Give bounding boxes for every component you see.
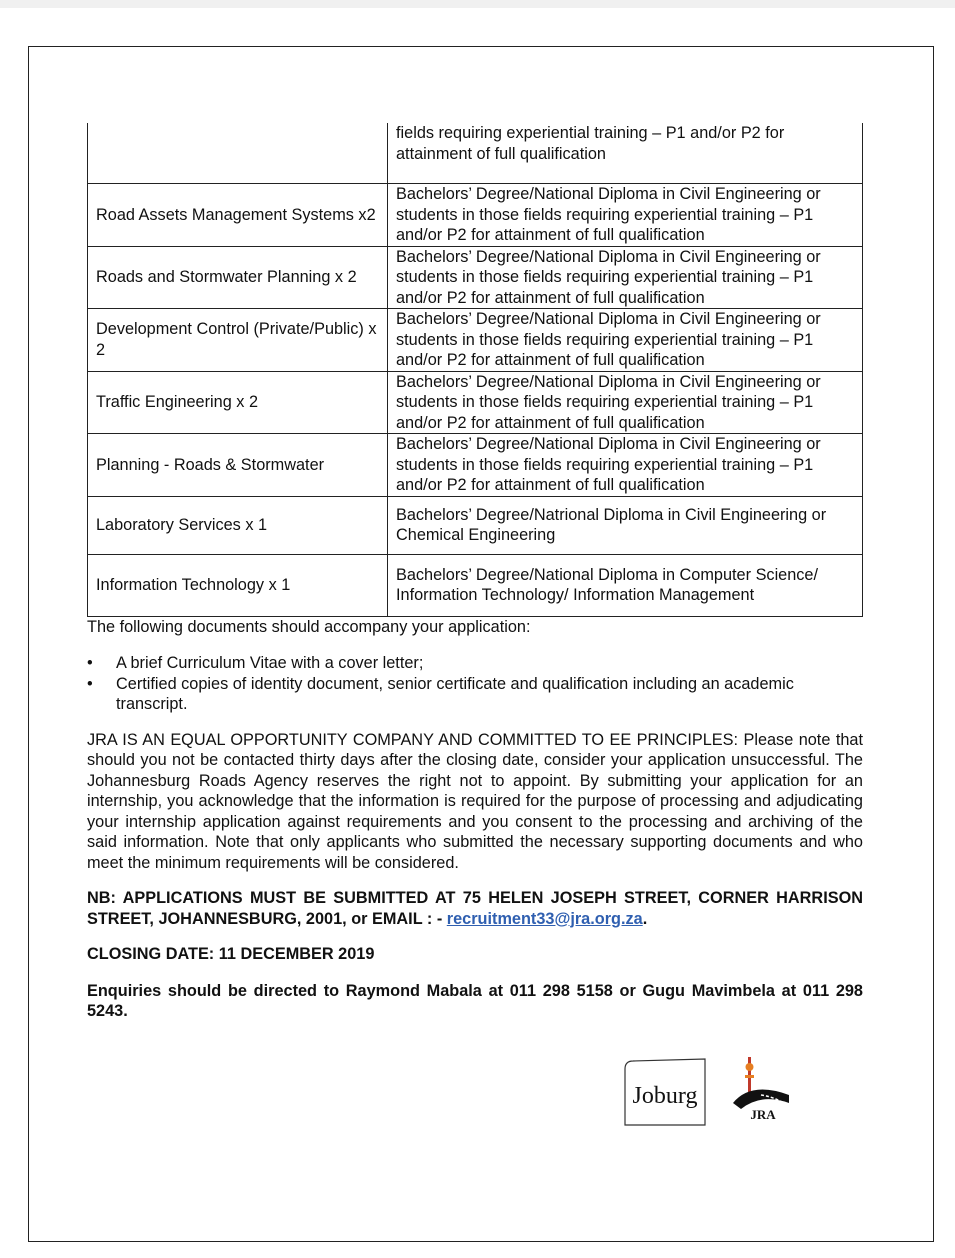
- list-item: • A brief Curriculum Vitae with a cover letter;: [116, 653, 863, 674]
- table-row-continuation: [88, 123, 863, 184]
- table-cell-position-empty: [88, 123, 388, 184]
- email-link[interactable]: recruitment33@jra.org.za: [446, 909, 643, 928]
- internship-requirements-table: [87, 123, 863, 617]
- table-cell-qualification: Bachelors’ Degree/Natrional Diploma in Civil Engineering or Chemical Engineering: [388, 496, 863, 554]
- table-cell-position: Development Control (Private/Public) x 2: [88, 309, 388, 372]
- table-cell-qualification: Bachelors’ Degree/National Diploma in Civil Engineering or students in those fields requiring experiential training – P1 and/or P2 for attainment of full qualification: [388, 246, 863, 309]
- documents-intro: The following documents should accompany your application:: [87, 617, 531, 636]
- table-cell-qualification: Bachelors’ Degree/National Diploma in Civil Engineering or students in those fields requiring experiential training – P1 and/or P2 for attainment of full qualification: [388, 371, 863, 434]
- enquiries-paragraph: Enquiries should be directed to Raymond Mabala at 011 298 5158 or Gugu Mavimbela at 011 298 5243.: [87, 981, 863, 1020]
- table-cell-position: Traffic Engineering x 2: [88, 371, 388, 434]
- table-row: [88, 434, 863, 497]
- closing-date: CLOSING DATE: 11 DECEMBER 2019: [87, 945, 375, 963]
- ee-paragraph: JRA IS AN EQUAL OPPORTUNITY COMPANY AND COMMITTED TO EE PRINCIPLES: Please note that should you not be contacted thirty days after the closing date, consider your application unsuccessful. The Johannesburg Roads Agency reserves the right not to appoint. By submitting your application for an internship, you acknowledge that the information is required for the purpose of processing and adjudicating your internship application against requirements and you consent to the processing and archiving of the said information. Note that only applicants who submitted the necessary supporting documents and who meet the minimum requirements will be considered.: [87, 730, 863, 872]
- table-cell-qualification: Bachelors’ Degree/National Diploma in Civil Engineering or students in those fields requiring experiential training – P1 and/or P2 for attainment of full qualification: [388, 434, 863, 497]
- table-cell-qualification: Bachelors’ Degree/National Diploma in Civil Engineering or students in those fields requiring experiential training – P1 and/or P2 for attainment of full qualification: [388, 184, 863, 247]
- nb-paragraph: [87, 888, 863, 929]
- document-page: [28, 46, 934, 1242]
- nb-end: .: [642, 909, 648, 928]
- joburg-logo-text: Joburg: [632, 1083, 698, 1109]
- table-row: [88, 496, 863, 554]
- table-cell-qualification: fields requiring experiential training – P1 and/or P2 for attainment of full qualification: [388, 123, 863, 184]
- page-content: [87, 123, 863, 1022]
- table-cell-qualification: Bachelors’ Degree/National Diploma in Computer Science/ Information Technology/ Information Management: [388, 554, 863, 616]
- table-row: [88, 371, 863, 434]
- table-cell-position: Information Technology x 1: [88, 554, 388, 616]
- table-row: [88, 184, 863, 247]
- logos: [619, 1055, 819, 1145]
- list-item: • Certified copies of identity document, senior certificate and qualification including an academic transcript.: [116, 674, 863, 715]
- table-row: [88, 309, 863, 372]
- table-cell-position: Roads and Stormwater Planning x 2: [88, 246, 388, 309]
- table-row: [88, 554, 863, 616]
- jra-logo-text: JRA: [750, 1107, 776, 1122]
- table-cell-qualification: Bachelors’ Degree/National Diploma in Civil Engineering or students in those fields requiring experiential training – P1 and/or P2 for attainment of full qualification: [388, 309, 863, 372]
- documents-list: [87, 653, 863, 715]
- table-cell-position: Road Assets Management Systems x2: [88, 184, 388, 247]
- viewer-top-band: [0, 0, 955, 8]
- jra-logo: [731, 1055, 793, 1125]
- table-cell-position: Planning - Roads & Stormwater: [88, 434, 388, 497]
- table-row: [88, 246, 863, 309]
- joburg-logo: [621, 1057, 707, 1127]
- nb-text: NB: APPLICATIONS MUST BE SUBMITTED AT 75 HELEN JOSEPH STREET, CORNER HARRISON STREET, JOHANNESBURG, 2001, or EMAIL : -: [87, 889, 863, 928]
- table-cell-position: Laboratory Services x 1: [88, 496, 388, 554]
